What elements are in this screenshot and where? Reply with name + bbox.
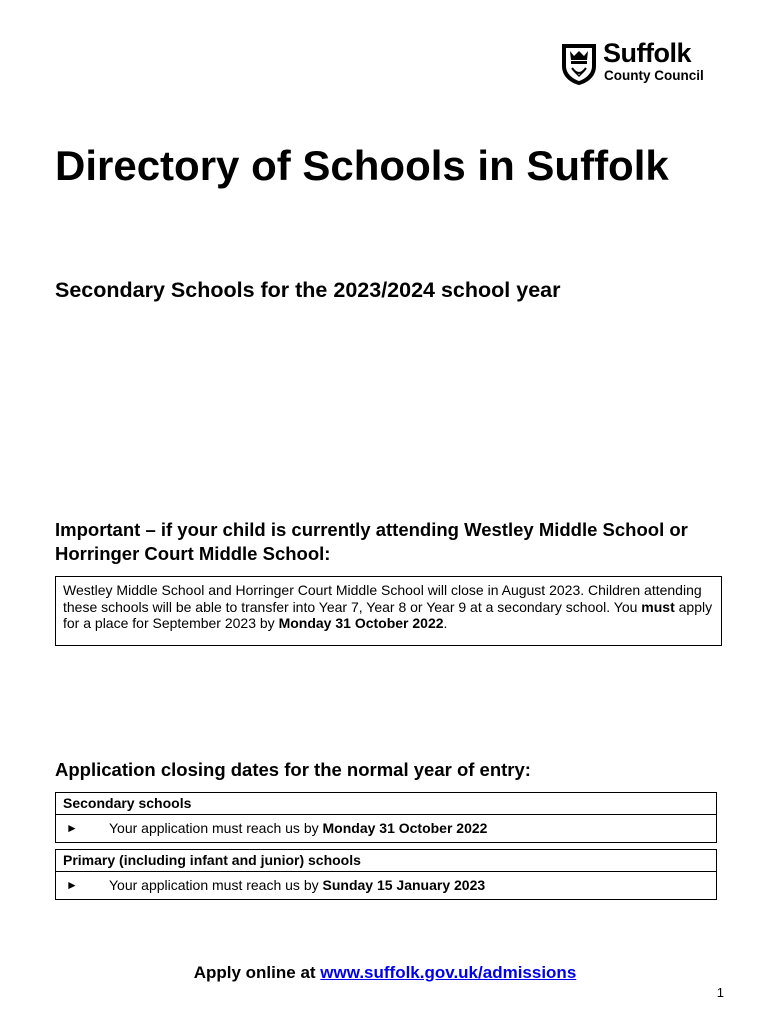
closing-date-table-secondary [55,792,717,843]
closing-date-text: Your application must reach us by Monday 31 October 2022 [109,820,488,836]
closing-date-row [56,872,716,899]
logo-name: Suffolk [603,38,691,68]
closing-dates-heading: Application closing dates for the normal year of entry: [55,759,531,780]
bullet-arrow-icon: ► [66,878,78,892]
logo-subtitle: County Council [604,68,704,83]
admissions-link[interactable]: www.suffolk.gov.uk/admissions [320,963,577,982]
notice-text-2: apply for a place for September 2023 by [63,598,713,631]
notice-deadline: Monday 31 October 2022 [278,615,444,631]
closing-date-text: Your application must reach us by Sunday 15 January 2023 [109,877,486,893]
bullet-arrow-icon: ► [66,821,78,835]
apply-text: Apply online at [193,963,321,982]
apply-online-line [0,962,770,984]
notice-box [55,576,722,646]
notice-heading: Important – if your child is currently attending Westley Middle School or Horringer Court Middle School: [55,519,688,564]
suffolk-logo [560,38,730,88]
notice-text-3: . [443,615,448,631]
page-number: 1 [716,985,724,1000]
suffolk-crest-icon [560,42,598,86]
closing-date-row [56,815,716,842]
closing-date-table-primary [55,849,717,900]
closing-date-value: Sunday 15 January 2023 [322,877,486,893]
notice-emphasis: must [641,598,675,615]
closing-date-label: Primary (including infant and junior) schools [56,850,716,872]
closing-date-value: Monday 31 October 2022 [322,820,488,836]
document-title: Directory of Schools in Suffolk [55,142,669,189]
document-subtitle: Secondary Schools for the 2023/2024 school year [55,278,561,302]
closing-date-label: Secondary schools [56,793,716,815]
notice-text-1: Westley Middle School and Horringer Court Middle School will close in August 2023. Children attending these schools will be able to transfer into Year 7, Year 8 or Year 9 at a secondary school. You [63,582,702,615]
